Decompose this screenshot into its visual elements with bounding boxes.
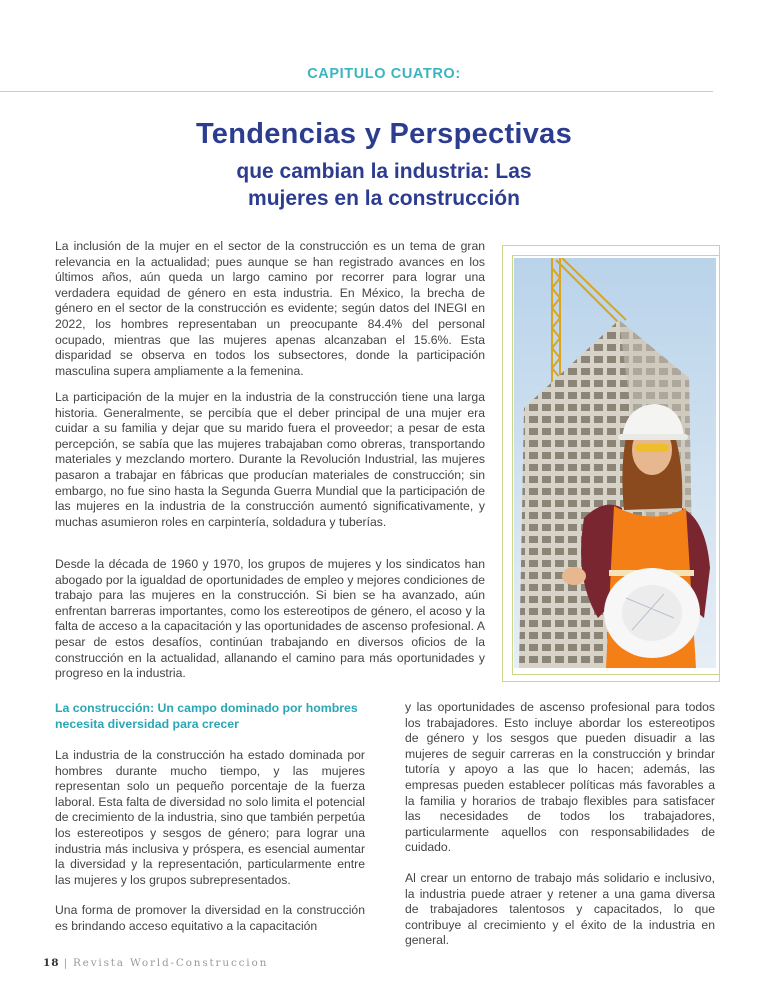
section-paragraph-1: La industria de la construcción ha estado dominada por hombres durante mucho tiempo, y las mujeres representan solo un pequeño porcentaje de la fuerza laboral. Esta falta de diversidad no solo limita el potencial de crecimiento de la industria, sino que también perpetúa los estereotipos y sesgos de género; para lograr una industria más inclusiva y próspera, es esencial aumentar la diversidad y la representación, particularmente entre las mujeres y los grupos subrepresentados. xyxy=(55,748,365,887)
article-title: Tendencias y Perspectivas xyxy=(195,118,573,150)
chapter-divider xyxy=(0,91,713,92)
body-column-left xyxy=(55,700,365,935)
page-number: 18 xyxy=(43,957,60,969)
construction-worker-photo xyxy=(514,258,716,668)
page-footer xyxy=(43,957,268,969)
section-heading: La construcción: Un campo dominado por hombres necesita diversidad para crecer xyxy=(55,701,358,731)
chapter-label: CAPITULO CUATRO: xyxy=(307,66,461,82)
section-paragraph-4: Al crear un entorno de trabajo más solidario e inclusivo, la industria puede atraer y retener a una gama diversa de trabajadores talentosos y capacitados, lo que contribuye al crecimiento y el éxito de la industria en general. xyxy=(405,870,715,948)
footer-separator: | xyxy=(63,957,69,969)
section-paragraph-2: Una forma de promover la diversidad en la construcción es brindando acceso equitativo a la capacitación xyxy=(55,903,365,933)
article-subtitle xyxy=(0,158,768,212)
section-paragraph-3: y las oportunidades de ascenso profesional para todos los trabajadores. Esto incluye abordar los estereotipos de género y los sesgos que pueden disuadir a las mujeres de seguir carreras en la construcción y brindar tutoría y apoyo a las que lo hacen; además, las empresas pueden establecer políticas más favorables a la familia y horarios de trabajo flexibles para satisfacer las necesidades de todos los trabajadores, particularmente aquellos con responsabilidades de cuidado. xyxy=(405,700,715,855)
intro-paragraph-3: Desde la década de 1960 y 1970, los grupos de mujeres y los sindicatos han abogado por la igualdad de oportunidades de empleo y mejores condiciones de trabajo para las mujeres en la construcción. Si bien se ha avanzado, aún enfrentan barreras importantes, como los estereotipos de género, el acoso y la falta de acceso a la capacitación y las oportunidades de ascenso profesional. A pesar de estos desafíos, continúan trabajando en diversos oficios de la construcción en la actualidad, allanando el camino para más oportunidades y progreso en la industria. xyxy=(55,557,485,681)
subtitle-line-2: mujeres en la construcción xyxy=(248,187,520,210)
subtitle-line-1: que cambian la industria: Las xyxy=(236,160,532,183)
body-column-right xyxy=(405,700,715,949)
intro-paragraph-2: La participación de la mujer en la industria de la construcción tiene una larga historia. Generalmente, se percibía que el deber principal de una mujer era cuidar a su familia y dejar que su marido fuera el proveedor; a pesar de esta percepción, se sabía que las mujeres trabajaban como obreras, transportando materiales y mezclando mortero. Durante la Revolución Industrial, las mujeres pasaron a trabajar en fábricas que producían materiales de construcción; sin embargo, no fue sino hasta la Segunda Guerra Mundial que la participación de las mujeres en la industria de la construcción aumentó significativamente, y muchas asumieron roles en carpintería, soldadura y tuberías. xyxy=(55,390,485,529)
magazine-name: Revista World-Construccion xyxy=(72,957,269,969)
intro-paragraph-1: La inclusión de la mujer en el sector de la construcción es un tema de gran relevancia en la actualidad; pues aunque se han registrado avances en los últimos años, aún queda un largo camino por recorrer para lograr una verdadera equidad de género en esta industria. En México, la brecha de género en el sector de la construcción es evidente; según datos del INEGI en 2022, los hombres representaban un preocupante 84.4% del personal ocupado, mientras que las mujeres apenas alcanzaban el 15.6%. Esta disparidad se observa en todos los subsectores, donde la participación masculina supera ampliamente a la femenina. xyxy=(55,239,485,378)
